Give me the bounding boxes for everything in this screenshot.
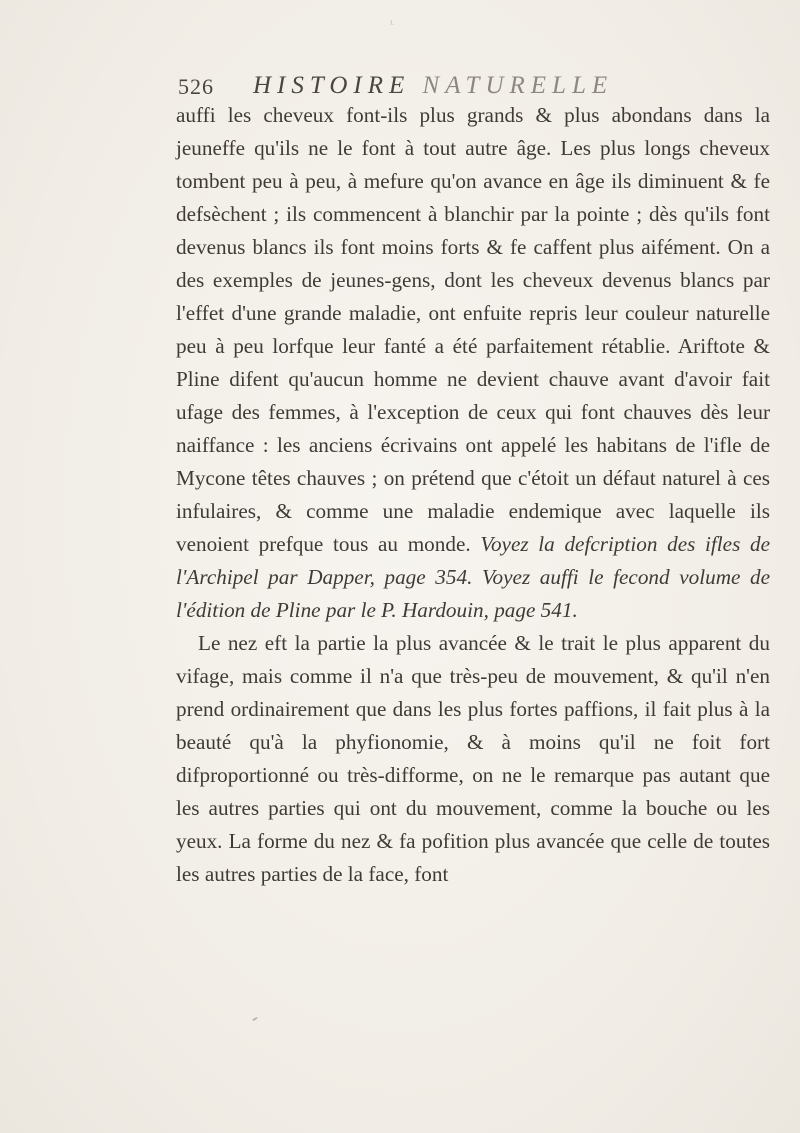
body-text	[176, 99, 770, 891]
paragraph-hair-text: auffi les cheveux font-ils plus grands & plus abondans dans la jeuneffe qu'ils ne le font à tout autre âge. Les plus longs cheveux tombent peu à peu, à mefure qu'on avance en âge ils diminuent & fe defsèchent ; ils commencent à blanchir par la pointe ; dès qu'ils font devenus blancs ils font moins forts & fe caffent plus aifément. On a des exemples de jeunes-gens, dont les cheveux devenus blancs par l'effet d'une grande maladie, ont enfuite repris leur couleur naturelle peu à peu lorfque leur fanté a été parfaitement rétablie. Ariftote & Pline difent qu'aucun homme ne devient chauve avant d'avoir fait ufage des femmes, à l'exception de ceux qui font chauves dès leur naiffance : les anciens écrivains ont appelé les habitans de l'ifle de Mycone têtes chauves ; on prétend que c'étoit un défaut naturel à ces infulaires, & comme une maladie endemique avec laquelle ils venoient prefque tous au monde.	[176, 103, 770, 556]
paragraph-nose: Le nez eft la partie la plus avancée & le trait le plus apparent du vifage, mais comme il n'a que très-peu de mouvement, & qu'il n'en prend ordinairement que dans les plus fortes paffions, il fait plus à la beauté qu'à la phyfionomie, & à moins qu'il ne foit fort difproportionné ou très-difforme, on ne le remarque pas autant que les autres parties qui ont du mouvement, comme la bouche ou les yeux. La forme du nez & fa pofition plus avancée que celle de toutes les autres parties de la face, font	[176, 631, 770, 886]
running-title-main: HISTOIRE	[253, 72, 411, 99]
paper-mark	[252, 1017, 258, 1022]
page-number: 526	[178, 74, 214, 99]
paragraph-hair	[176, 99, 770, 627]
running-title	[253, 72, 613, 100]
corner-mark: ᴸ	[390, 20, 395, 31]
running-title-faint: NATURELLE	[422, 72, 614, 99]
reference-note: Voyez la defcription des ifles de l'Archipel par Dapper, page 354. Voyez auffi le fecond volume de l'édition de Pline par le P. Hardouin, page 541.	[176, 532, 771, 622]
